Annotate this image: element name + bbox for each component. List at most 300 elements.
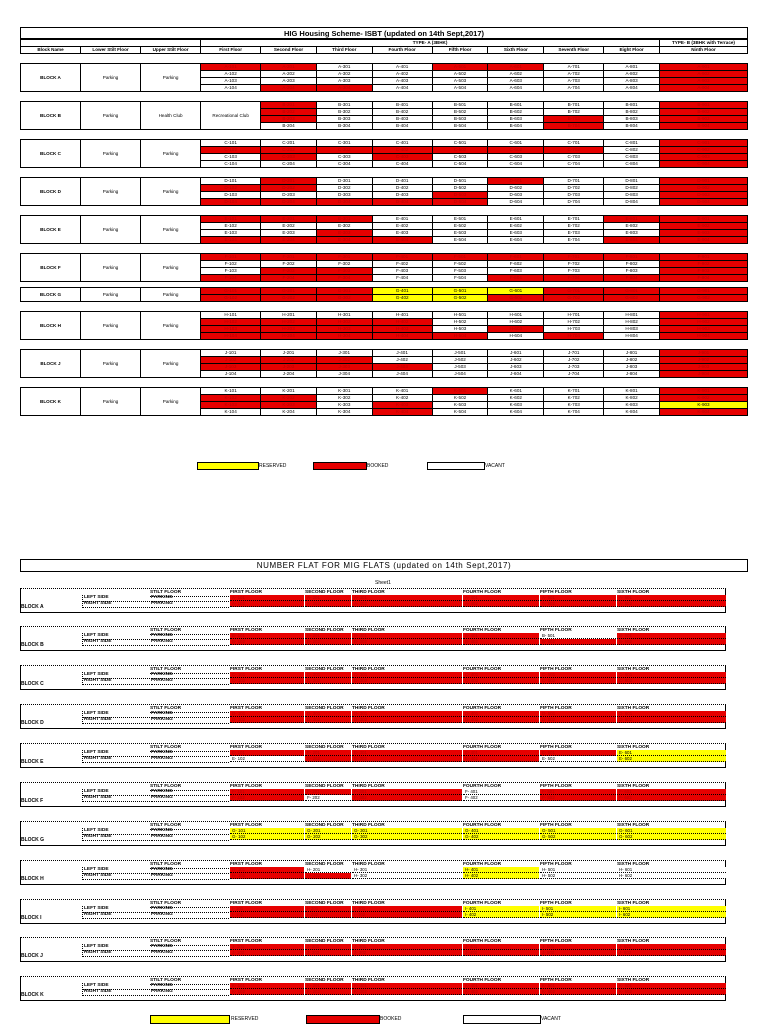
flat-cell: D-803	[604, 192, 660, 199]
floor-header: THIRD FLOOR	[352, 938, 462, 946]
flat-cell: G-401	[372, 288, 432, 295]
flat-cell: D-202	[261, 185, 317, 192]
block-name: BLOCK D	[21, 178, 81, 206]
flat-cell: B- 102	[230, 639, 304, 645]
block-name: BLOCK C	[21, 681, 44, 687]
floor-header: FIRST FLOOR	[230, 744, 304, 752]
flat-cell: K-803	[604, 402, 660, 409]
flat-cell: G-501	[432, 288, 488, 295]
flat-cell: H- 501	[540, 867, 616, 873]
block-spacer	[21, 92, 748, 102]
flat-cell: D-304	[316, 199, 372, 206]
floor-header: SIXTH FLOOR	[617, 977, 726, 985]
flat-cell: E-602	[488, 223, 544, 230]
block-name: BLOCK E	[21, 216, 81, 244]
flat-cell: K-504	[432, 409, 488, 416]
flat-cell: E-603	[488, 230, 544, 237]
flat-cell: E-303	[316, 230, 372, 237]
flat-cell: A-802	[604, 71, 660, 78]
floor-header: FIFTH FLOOR	[540, 589, 616, 597]
flat-cell: I- 602	[617, 912, 726, 918]
flat-cell: I- 402	[463, 912, 539, 918]
mig-title: NUMBER FLAT FOR MIG FLATS (updated on 14th Sept,2017)	[20, 559, 748, 572]
parking-label: PARKING	[151, 789, 229, 796]
flat-cell: C-901	[659, 140, 747, 147]
floor-header: FIFTH FLOOR	[540, 783, 616, 791]
flat-cell: D- 201	[305, 711, 351, 717]
flat-cell: G-301	[316, 288, 372, 295]
flat-cell: J-704	[544, 371, 604, 378]
left-side-label: LEFT SIDE	[82, 633, 150, 640]
flat-cell: D-702	[544, 185, 604, 192]
hig-legend-booked-swatch	[313, 462, 367, 470]
flat-cell: F-103	[201, 268, 261, 275]
flat-cell: D-604	[488, 199, 544, 206]
block-name: BLOCK K	[21, 992, 44, 998]
upper-stilt: Parking	[141, 178, 201, 206]
flat-cell: D-404	[372, 199, 432, 206]
floor-header: THIRD FLOOR	[352, 705, 462, 713]
flat-cell: K- 301	[352, 983, 462, 989]
flat-cell: C-403	[372, 154, 432, 161]
flat-cell: F-403	[372, 268, 432, 275]
flat-cell: K-802	[604, 395, 660, 402]
flat-cell: H-202	[261, 319, 317, 326]
right-side-label: RIGHT SIDE	[82, 950, 150, 957]
flat-cell: F-503	[432, 268, 488, 275]
flat-cell: C-803	[604, 154, 660, 161]
floor-header: SIXTH FLOOR	[617, 938, 726, 946]
flat-cell: J- 501	[540, 944, 616, 950]
mig-legend-vacant-swatch	[463, 1015, 541, 1024]
flat-cell: G- 502	[540, 834, 616, 840]
flat-cell: B-401	[372, 102, 432, 109]
flat-cell: K- 602	[617, 989, 726, 995]
flat-cell: H-704	[544, 333, 604, 340]
flat-cell: E-902	[659, 223, 747, 230]
flat-cell: A- 602	[617, 601, 726, 607]
flat-cell: F- 601	[617, 789, 726, 795]
flat-cell: H-502	[432, 319, 488, 326]
flat-cell: K- 401	[463, 983, 539, 989]
flat-cell: K- 302	[352, 989, 462, 995]
floor-header: SECOND FLOOR	[305, 938, 351, 946]
flat-cell: G-302	[316, 295, 372, 302]
block-spacer	[21, 206, 748, 216]
flat-cell: K-104	[201, 409, 261, 416]
flat-cell: J-402	[372, 357, 432, 364]
flat-cell: A-101	[201, 64, 261, 71]
floor-header: FIRST FLOOR	[230, 666, 304, 674]
flat-cell: D- 402	[463, 717, 539, 723]
parking-label: PARKING	[151, 906, 229, 913]
flat-cell: A-901	[659, 64, 747, 71]
flat-cell: H-403	[372, 326, 432, 333]
flat-cell: C-603	[488, 154, 544, 161]
flat-cell: A-701	[544, 64, 604, 71]
flat-cell: H- 402	[463, 873, 539, 879]
flat-cell: I- 401	[463, 906, 539, 912]
flat-cell: E-701	[544, 216, 604, 223]
floor-header: THIRD FLOOR	[352, 900, 462, 908]
block-name: BLOCK I	[21, 915, 42, 921]
column-header: Ninth Floor	[659, 47, 747, 54]
floor-header: STILT FLOOR	[150, 938, 229, 946]
first-floor-label: Recreational Club	[201, 102, 261, 130]
flat-cell: D-502	[432, 185, 488, 192]
flat-cell: K-501	[432, 388, 488, 395]
flat-cell: C- 101	[230, 672, 304, 678]
flat-cell: A- 402	[463, 601, 539, 607]
flat-cell: C-601	[488, 140, 544, 147]
floor-header: FIFTH FLOOR	[540, 744, 616, 752]
flat-cell: A-601	[488, 64, 544, 71]
floor-header: FIFTH FLOOR	[540, 861, 616, 869]
type-a-header: TYPE- A (3BHK)	[201, 40, 660, 47]
flat-cell: H-804	[604, 333, 660, 340]
flat-cell: K-402	[372, 395, 432, 402]
flat-cell: F- 402	[463, 795, 539, 801]
flat-cell: B-402	[372, 109, 432, 116]
flat-cell: C-702	[544, 147, 604, 154]
flat-cell: C- 102	[230, 678, 304, 684]
flat-cell: A- 101	[230, 595, 304, 601]
flat-cell: C-102	[201, 147, 261, 154]
lower-stilt: Parking	[81, 216, 141, 244]
flat-cell: E-301	[316, 216, 372, 223]
floor-header: SECOND FLOOR	[305, 977, 351, 985]
flat-cell: E- 102	[230, 756, 304, 762]
upper-stilt: Health Club	[141, 102, 201, 130]
flat-cell: D-201	[261, 178, 317, 185]
flat-cell: F-804	[604, 275, 660, 282]
flat-cell: D- 502	[540, 717, 616, 723]
flat-cell: H-203	[261, 326, 317, 333]
flat-cell: C-903	[659, 154, 747, 161]
flat-cell: K-103	[201, 402, 261, 409]
flat-cell: F-604	[488, 275, 544, 282]
flat-cell: A- 301	[352, 595, 462, 601]
flat-cell: J-601	[488, 350, 544, 357]
flat-cell: K-403	[372, 402, 432, 409]
flat-cell: H-304	[316, 333, 372, 340]
floor-header: SECOND FLOOR	[305, 705, 351, 713]
flat-cell: A-104	[201, 85, 261, 92]
flat-cell: F-203	[261, 268, 317, 275]
flat-cell: K-702	[544, 395, 604, 402]
flat-cell: C-902	[659, 147, 747, 154]
flat-cell: F- 201	[305, 789, 351, 795]
flat-cell: D-402	[372, 185, 432, 192]
flat-cell: G- 401	[463, 828, 539, 834]
flat-cell: K-602	[488, 395, 544, 402]
flat-cell: B-804	[604, 123, 660, 130]
flat-cell: F-704	[544, 275, 604, 282]
flat-cell: J-403	[372, 364, 432, 371]
block-name: BLOCK G	[21, 837, 45, 843]
floor-header: THIRD FLOOR	[352, 783, 462, 791]
flat-cell: F-102	[201, 261, 261, 268]
left-side-label: LEFT SIDE	[82, 595, 150, 602]
flat-cell: E-201	[261, 216, 317, 223]
flat-cell: D- 102	[230, 717, 304, 723]
parking-label: PARKING	[151, 828, 229, 835]
flat-cell: H-102	[201, 319, 261, 326]
column-header: Eight Floor	[604, 47, 660, 54]
parking-label: PARKING	[151, 795, 229, 802]
hig-legend-reserved: RESERVED	[259, 463, 287, 469]
flat-cell: G- 402	[463, 834, 539, 840]
flat-cell: A-602	[488, 71, 544, 78]
flat-cell: H-703	[544, 326, 604, 333]
flat-cell: H- 601	[617, 867, 726, 873]
flat-cell: H-301	[316, 312, 372, 319]
floor-header: FOURTH FLOOR	[463, 705, 539, 713]
block-name: BLOCK J	[21, 953, 43, 959]
flat-cell: H-603	[488, 326, 544, 333]
right-side-label: RIGHT SIDE	[82, 756, 150, 763]
flat-cell: H-801	[604, 312, 660, 319]
table-row	[21, 102, 748, 109]
block-name: BLOCK B	[21, 102, 81, 130]
flat-cell: B- 401	[463, 633, 539, 639]
flat-cell: E-103	[201, 230, 261, 237]
right-side-label: RIGHT SIDE	[82, 834, 150, 841]
floor-header: SIXTH FLOOR	[617, 783, 726, 791]
flat-cell: D-401	[372, 178, 432, 185]
flat-cell: E- 301	[352, 750, 462, 756]
flat-cell: B- 101	[230, 633, 304, 639]
flat-cell: A- 202	[305, 601, 351, 607]
mig-legend-reserved-swatch	[150, 1015, 230, 1024]
flat-cell: F- 602	[617, 795, 726, 801]
flat-cell: E-403	[372, 230, 432, 237]
table-row	[21, 64, 748, 71]
flat-cell: H-604	[488, 333, 544, 340]
lower-stilt: Parking	[81, 350, 141, 378]
flat-cell: H- 302	[352, 873, 462, 879]
flat-cell: D- 602	[617, 717, 726, 723]
flat-cell: E-802	[604, 223, 660, 230]
flat-cell: K-101	[201, 388, 261, 395]
parking-label: PARKING	[151, 750, 229, 757]
flat-cell: B-704	[544, 123, 604, 130]
flat-cell: C-202	[261, 147, 317, 154]
flat-cell: C-201	[261, 140, 317, 147]
floor-header: STILT FLOOR	[150, 666, 229, 674]
flat-cell: J- 102	[230, 950, 304, 956]
flat-cell: A-702	[544, 71, 604, 78]
block-name: BLOCK H	[21, 876, 44, 882]
flat-cell: J-301	[316, 350, 372, 357]
flat-cell: J-903	[659, 364, 747, 371]
flat-cell: H-401	[372, 312, 432, 319]
flat-cell: E- 502	[540, 756, 616, 762]
flat-cell: B-903	[659, 116, 747, 123]
flat-cell: A-903	[659, 78, 747, 85]
flat-cell: C-703	[544, 154, 604, 161]
flat-cell: F-603	[488, 268, 544, 275]
flat-cell: C-303	[316, 154, 372, 161]
flat-cell: B-301	[316, 102, 372, 109]
flat-cell: J-201	[261, 350, 317, 357]
flat-cell: A- 502	[540, 601, 616, 607]
flat-cell: D-302	[316, 185, 372, 192]
flat-cell: D-902	[659, 185, 747, 192]
flat-cell: H-904	[659, 333, 747, 340]
flat-cell: F-202	[261, 261, 317, 268]
right-side-label: RIGHT SIDE	[82, 639, 150, 646]
floor-header: THIRD FLOOR	[352, 627, 462, 635]
flat-cell: F-502	[432, 261, 488, 268]
flat-cell: E-501	[432, 216, 488, 223]
flat-cell: A-103	[201, 78, 261, 85]
flat-cell: H- 602	[617, 873, 726, 879]
flat-cell: G-701	[544, 288, 604, 295]
flat-cell: C-602	[488, 147, 544, 154]
column-header: Seventh Floor	[544, 47, 604, 54]
flat-cell: J-701	[544, 350, 604, 357]
flat-cell: A-803	[604, 78, 660, 85]
lower-stilt: Parking	[81, 64, 141, 92]
floor-header: THIRD FLOOR	[352, 861, 462, 869]
flat-cell: A- 302	[352, 601, 462, 607]
flat-cell: C- 201	[305, 672, 351, 678]
hig-title: HIG Housing Scheme- ISBT (updated on 14th Sept,2017)	[20, 27, 748, 39]
flat-cell: J-501	[432, 350, 488, 357]
flat-cell: F-401	[372, 254, 432, 261]
flat-cell: C-503	[432, 154, 488, 161]
flat-cell: C- 501	[540, 672, 616, 678]
flat-cell: C-502	[432, 147, 488, 154]
flat-cell: J-901	[659, 350, 747, 357]
floor-header: FIRST FLOOR	[230, 783, 304, 791]
left-side-label: LEFT SIDE	[82, 983, 150, 990]
flat-cell: E-101	[201, 216, 261, 223]
flat-cell: F-402	[372, 261, 432, 268]
flat-cell: C- 401	[463, 672, 539, 678]
flat-cell: B-201	[261, 102, 317, 109]
flat-cell: A-902	[659, 71, 747, 78]
column-header: Sixth Floor	[488, 47, 544, 54]
floor-header: FIRST FLOOR	[230, 861, 304, 869]
flat-cell: J- 601	[617, 944, 726, 950]
flat-cell: A-504	[432, 85, 488, 92]
block-name: BLOCK B	[21, 642, 44, 648]
floor-header: SECOND FLOOR	[305, 861, 351, 869]
flat-cell: D- 501	[540, 711, 616, 717]
table-row	[21, 140, 748, 147]
block-name: BLOCK E	[21, 759, 44, 765]
flat-cell: D-603	[488, 192, 544, 199]
flat-cell: C- 502	[540, 678, 616, 684]
flat-cell: E-704	[544, 237, 604, 244]
flat-cell: A-403	[372, 78, 432, 85]
block-name: BLOCK D	[21, 720, 44, 726]
block-spacer	[21, 340, 748, 350]
flat-cell: A- 102	[230, 601, 304, 607]
flat-cell: A-404	[372, 85, 432, 92]
flat-cell: D- 202	[305, 717, 351, 723]
flat-cell: K-303	[316, 402, 372, 409]
flat-cell: A-303	[316, 78, 372, 85]
floor-header: FOURTH FLOOR	[463, 783, 539, 791]
flat-cell: A-604	[488, 85, 544, 92]
block-name: BLOCK J	[21, 350, 81, 378]
flat-cell: A-402	[372, 71, 432, 78]
flat-cell: F- 502	[540, 795, 616, 801]
flat-cell: F-803	[604, 268, 660, 275]
flat-cell: D-602	[488, 185, 544, 192]
flat-cell: E- 402	[463, 756, 539, 762]
flat-cell: D-903	[659, 192, 747, 199]
flat-cell: H-702	[544, 319, 604, 326]
floor-header: SECOND FLOOR	[305, 627, 351, 635]
flat-cell: E-803	[604, 230, 660, 237]
hig-table	[20, 39, 748, 416]
flat-cell: D- 601	[617, 711, 726, 717]
flat-cell: I- 101	[230, 906, 304, 912]
flat-cell: E-903	[659, 230, 747, 237]
flat-cell: J-104	[201, 371, 261, 378]
right-side-label: RIGHT SIDE	[82, 717, 150, 724]
flat-cell: H-902	[659, 319, 747, 326]
flat-cell: H-402	[372, 319, 432, 326]
flat-cell: F-904	[659, 275, 747, 282]
flat-cell: D-101	[201, 178, 261, 185]
flat-cell: K-601	[488, 388, 544, 395]
block-spacer	[21, 130, 748, 140]
table-row	[21, 178, 748, 185]
flat-cell: G-802	[604, 295, 660, 302]
flat-cell: D- 301	[352, 711, 462, 717]
flat-cell: D-104	[201, 199, 261, 206]
flat-cell: J-304	[316, 371, 372, 378]
floor-header: THIRD FLOOR	[352, 977, 462, 985]
column-header: Fourth Floor	[372, 47, 432, 54]
flat-cell: F-702	[544, 261, 604, 268]
flat-cell: A-704	[544, 85, 604, 92]
flat-cell: J-401	[372, 350, 432, 357]
flat-cell: K- 501	[540, 983, 616, 989]
column-header: Third Floor	[316, 47, 372, 54]
flat-cell: J-502	[432, 357, 488, 364]
flat-cell: B-703	[544, 116, 604, 123]
flat-cell: B-503	[432, 116, 488, 123]
flat-cell: D-301	[316, 178, 372, 185]
flat-cell: K-603	[488, 402, 544, 409]
floor-header: FOURTH FLOOR	[463, 822, 539, 830]
flat-cell: A- 201	[305, 595, 351, 601]
block-spacer	[21, 378, 748, 388]
flat-cell: C-504	[432, 161, 488, 168]
hig-legend-booked: BOOKED	[367, 463, 389, 469]
flat-cell: B-504	[432, 123, 488, 130]
flat-cell: K-404	[372, 409, 432, 416]
flat-cell: B-204	[261, 123, 317, 130]
parking-label: PARKING	[151, 834, 229, 841]
flat-cell: C-103	[201, 154, 261, 161]
flat-cell: F-303	[316, 268, 372, 275]
flat-cell: G-801	[604, 288, 660, 295]
floor-header: STILT FLOOR	[150, 705, 229, 713]
floor-header: FIRST FLOOR	[230, 589, 304, 597]
floor-header: FIRST FLOOR	[230, 977, 304, 985]
floor-header: SECOND FLOOR	[305, 666, 351, 674]
flat-cell: J- 402	[463, 950, 539, 956]
mig-legend-booked: BOOKED	[380, 1016, 402, 1022]
flat-cell: G-502	[432, 295, 488, 302]
